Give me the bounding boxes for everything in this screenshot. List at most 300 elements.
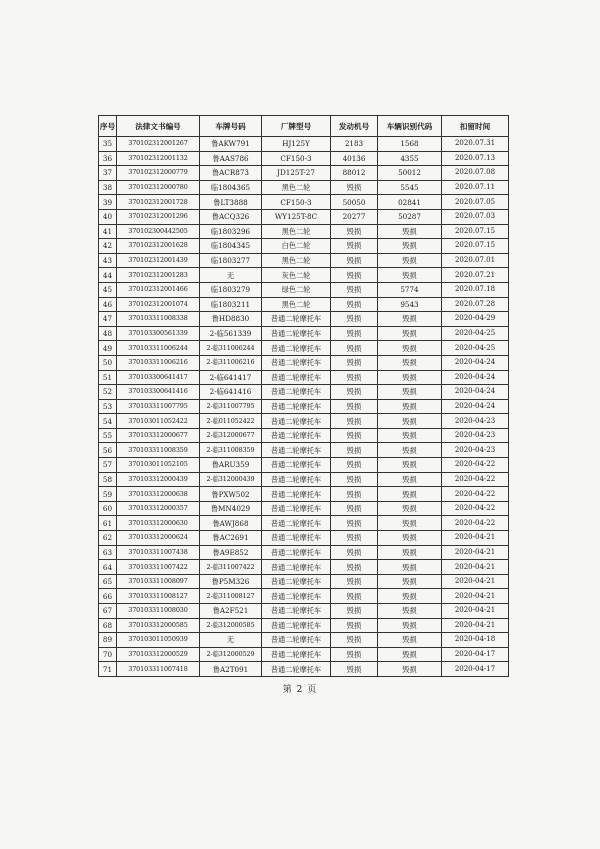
cell-engine-number: 毁损 xyxy=(331,472,378,487)
cell-model: 普通二轮摩托车 xyxy=(262,647,331,662)
cell-vin: 毁损 xyxy=(378,268,442,283)
cell-document-number: 370102312001628 xyxy=(117,239,200,254)
cell-vin: 毁损 xyxy=(378,531,442,546)
cell-plate-number: 鲁HD8830 xyxy=(200,312,262,327)
cell-detention-date: 2020-04-21 xyxy=(442,604,509,619)
cell-seq: 66 xyxy=(99,589,117,604)
cell-model: 普通二轮摩托车 xyxy=(262,458,331,473)
cell-engine-number: 毁损 xyxy=(331,385,378,400)
table-row xyxy=(99,560,509,575)
table-row xyxy=(99,662,509,677)
table-row xyxy=(99,224,509,239)
cell-document-number: 370102312001466 xyxy=(117,282,200,297)
cell-engine-number: 毁损 xyxy=(331,239,378,254)
cell-vin: 毁损 xyxy=(378,589,442,604)
table-row xyxy=(99,633,509,648)
cell-plate-number: 2-临641417 xyxy=(200,370,262,385)
cell-plate-number: 鲁PXW502 xyxy=(200,487,262,502)
cell-seq: 64 xyxy=(99,560,117,575)
cell-document-number: 370103311007795 xyxy=(117,399,200,414)
cell-detention-date: 2020-04-21 xyxy=(442,618,509,633)
table-row xyxy=(99,268,509,283)
cell-plate-number: 2-临311006244 xyxy=(200,341,262,356)
cell-seq: 42 xyxy=(99,239,117,254)
cell-seq: 63 xyxy=(99,545,117,560)
cell-engine-number: 40136 xyxy=(331,151,378,166)
cell-model: CF150-3 xyxy=(262,151,331,166)
cell-vin: 毁损 xyxy=(378,414,442,429)
cell-plate-number: 无 xyxy=(200,268,262,283)
cell-document-number: 370103300641417 xyxy=(117,370,200,385)
cell-engine-number: 20277 xyxy=(331,209,378,224)
cell-vin: 9543 xyxy=(378,297,442,312)
cell-document-number: 370102312000780 xyxy=(117,180,200,195)
cell-plate-number: 2-临011052422 xyxy=(200,414,262,429)
cell-vin: 毁损 xyxy=(378,618,442,633)
cell-plate-number: 鲁AWJ868 xyxy=(200,516,262,531)
table-row xyxy=(99,647,509,662)
cell-engine-number: 50050 xyxy=(331,195,378,210)
cell-engine-number: 毁损 xyxy=(331,501,378,516)
cell-model: 黑色二轮 xyxy=(262,180,331,195)
page-number: 第 2 页 xyxy=(282,685,318,695)
cell-model: 普通二轮摩托车 xyxy=(262,662,331,677)
cell-detention-date: 2020.07.13 xyxy=(442,151,509,166)
cell-model: 普通二轮摩托车 xyxy=(262,487,331,502)
cell-model: HJ125Y xyxy=(262,137,331,152)
cell-plate-number: 鲁AC2691 xyxy=(200,531,262,546)
cell-vin: 毁损 xyxy=(378,312,442,327)
cell-engine-number: 毁损 xyxy=(331,428,378,443)
cell-seq: 59 xyxy=(99,487,117,502)
cell-plate-number: 2-临311007795 xyxy=(200,399,262,414)
cell-engine-number: 毁损 xyxy=(331,647,378,662)
cell-document-number: 370103312000529 xyxy=(117,647,200,662)
cell-vin: 毁损 xyxy=(378,472,442,487)
cell-seq: 89 xyxy=(99,633,117,648)
table-row xyxy=(99,326,509,341)
cell-plate-number: 临1804345 xyxy=(200,239,262,254)
cell-plate-number: 鲁AAS786 xyxy=(200,151,262,166)
cell-detention-date: 2020.07.31 xyxy=(442,137,509,152)
cell-engine-number: 毁损 xyxy=(331,545,378,560)
cell-detention-date: 2020.07.21 xyxy=(442,268,509,283)
cell-model: 普通二轮摩托车 xyxy=(262,589,331,604)
cell-model: 普通二轮摩托车 xyxy=(262,428,331,443)
table-row xyxy=(99,589,509,604)
cell-detention-date: 2020-04-22 xyxy=(442,458,509,473)
cell-model: 普通二轮摩托车 xyxy=(262,560,331,575)
cell-plate-number: 鲁ACQ326 xyxy=(200,209,262,224)
table-row xyxy=(99,545,509,560)
table-row xyxy=(99,209,509,224)
cell-seq: 43 xyxy=(99,253,117,268)
cell-plate-number: 鲁ARU359 xyxy=(200,458,262,473)
table-row xyxy=(99,137,509,152)
cell-model: WY125T-8C xyxy=(262,209,331,224)
cell-detention-date: 2020-04-21 xyxy=(442,545,509,560)
cell-model: CF150-3 xyxy=(262,195,331,210)
cell-engine-number: 毁损 xyxy=(331,224,378,239)
table-row xyxy=(99,574,509,589)
cell-detention-date: 2020-04-24 xyxy=(442,370,509,385)
cell-detention-date: 2020-04-29 xyxy=(442,312,509,327)
cell-vin: 毁损 xyxy=(378,647,442,662)
cell-vin: 毁损 xyxy=(378,385,442,400)
cell-document-number: 370103311007438 xyxy=(117,545,200,560)
cell-document-number: 370103011052105 xyxy=(117,458,200,473)
cell-seq: 44 xyxy=(99,268,117,283)
cell-engine-number: 毁损 xyxy=(331,268,378,283)
cell-document-number: 370102312001728 xyxy=(117,195,200,210)
table-row xyxy=(99,253,509,268)
cell-vin: 毁损 xyxy=(378,428,442,443)
cell-engine-number: 毁损 xyxy=(331,341,378,356)
cell-plate-number: 鲁A2F521 xyxy=(200,604,262,619)
cell-plate-number: 2-临312000585 xyxy=(200,618,262,633)
cell-seq: 57 xyxy=(99,458,117,473)
column-header-detention-date: 扣留时间 xyxy=(442,116,509,137)
cell-detention-date: 2020.07.18 xyxy=(442,282,509,297)
cell-seq: 61 xyxy=(99,516,117,531)
column-header-seq: 序号 xyxy=(99,116,117,137)
cell-document-number: 370102312000779 xyxy=(117,166,200,181)
cell-model: 普通二轮摩托车 xyxy=(262,399,331,414)
cell-engine-number: 毁损 xyxy=(331,516,378,531)
cell-model: 白色二轮 xyxy=(262,239,331,254)
column-header-model: 厂牌型号 xyxy=(262,116,331,137)
cell-engine-number: 毁损 xyxy=(331,633,378,648)
cell-document-number: 370103311006216 xyxy=(117,355,200,370)
cell-document-number: 370102312001296 xyxy=(117,209,200,224)
cell-model: 普通二轮摩托车 xyxy=(262,312,331,327)
cell-model: 普通二轮摩托车 xyxy=(262,633,331,648)
cell-seq: 58 xyxy=(99,472,117,487)
cell-model: 普通二轮摩托车 xyxy=(262,472,331,487)
cell-document-number: 370102312001439 xyxy=(117,253,200,268)
cell-engine-number: 88012 xyxy=(331,166,378,181)
cell-seq: 50 xyxy=(99,355,117,370)
cell-vin: 毁损 xyxy=(378,604,442,619)
cell-vin: 毁损 xyxy=(378,239,442,254)
table-row xyxy=(99,385,509,400)
cell-model: 灰色二轮 xyxy=(262,268,331,283)
table-row xyxy=(99,501,509,516)
cell-engine-number: 毁损 xyxy=(331,414,378,429)
cell-vin: 50287 xyxy=(378,209,442,224)
cell-detention-date: 2020-04-22 xyxy=(442,487,509,502)
cell-engine-number: 毁损 xyxy=(331,326,378,341)
cell-vin: 4355 xyxy=(378,151,442,166)
cell-plate-number: 临1803296 xyxy=(200,224,262,239)
cell-seq: 67 xyxy=(99,604,117,619)
cell-document-number: 370103011050939 xyxy=(117,633,200,648)
column-header-document-number: 法律文书编号 xyxy=(117,116,200,137)
cell-document-number: 370102300442505 xyxy=(117,224,200,239)
cell-model: 普通二轮摩托车 xyxy=(262,516,331,531)
table-row xyxy=(99,458,509,473)
cell-vin: 1568 xyxy=(378,137,442,152)
cell-plate-number: 鲁LT3888 xyxy=(200,195,262,210)
cell-detention-date: 2020-04-22 xyxy=(442,501,509,516)
cell-seq: 54 xyxy=(99,414,117,429)
cell-document-number: 370103311008127 xyxy=(117,589,200,604)
cell-seq: 51 xyxy=(99,370,117,385)
cell-document-number: 370102312001267 xyxy=(117,137,200,152)
cell-plate-number: 临1803277 xyxy=(200,253,262,268)
table-row xyxy=(99,472,509,487)
cell-document-number: 370102312001132 xyxy=(117,151,200,166)
cell-vin: 毁损 xyxy=(378,458,442,473)
cell-seq: 48 xyxy=(99,326,117,341)
table-row xyxy=(99,531,509,546)
cell-engine-number: 毁损 xyxy=(331,662,378,677)
cell-plate-number: 临1803279 xyxy=(200,282,262,297)
cell-seq: 55 xyxy=(99,428,117,443)
cell-model: 普通二轮摩托车 xyxy=(262,501,331,516)
cell-plate-number: 鲁MN4029 xyxy=(200,501,262,516)
cell-engine-number: 2183 xyxy=(331,137,378,152)
table-row xyxy=(99,618,509,633)
cell-plate-number: 鲁A2T091 xyxy=(200,662,262,677)
cell-plate-number: 2-临561339 xyxy=(200,326,262,341)
table-row xyxy=(99,355,509,370)
cell-document-number: 370102312001074 xyxy=(117,297,200,312)
cell-engine-number: 毁损 xyxy=(331,618,378,633)
cell-plate-number: 2-临312000677 xyxy=(200,428,262,443)
cell-detention-date: 2020.07.15 xyxy=(442,224,509,239)
cell-model: 黑色二轮 xyxy=(262,224,331,239)
cell-detention-date: 2020-04-24 xyxy=(442,385,509,400)
vehicle-detention-table xyxy=(98,115,509,677)
cell-plate-number: 2-临311008127 xyxy=(200,589,262,604)
cell-seq: 56 xyxy=(99,443,117,458)
cell-detention-date: 2020-04-23 xyxy=(442,428,509,443)
cell-detention-date: 2020.07.11 xyxy=(442,180,509,195)
cell-vin: 毁损 xyxy=(378,545,442,560)
cell-seq: 68 xyxy=(99,618,117,633)
cell-engine-number: 毁损 xyxy=(331,589,378,604)
cell-seq: 38 xyxy=(99,180,117,195)
cell-detention-date: 2020-04-21 xyxy=(442,589,509,604)
cell-model: 普通二轮摩托车 xyxy=(262,385,331,400)
cell-seq: 37 xyxy=(99,166,117,181)
cell-document-number: 370103312000439 xyxy=(117,472,200,487)
cell-model: 普通二轮摩托车 xyxy=(262,355,331,370)
cell-plate-number: 2-临311008359 xyxy=(200,443,262,458)
cell-model: 黑色二轮 xyxy=(262,297,331,312)
cell-detention-date: 2020-04-18 xyxy=(442,633,509,648)
cell-detention-date: 2020-04-21 xyxy=(442,560,509,575)
cell-plate-number: 2-临641416 xyxy=(200,385,262,400)
table-row xyxy=(99,166,509,181)
cell-vin: 毁损 xyxy=(378,560,442,575)
cell-model: 普通二轮摩托车 xyxy=(262,326,331,341)
cell-document-number: 370103311008030 xyxy=(117,604,200,619)
table-row xyxy=(99,414,509,429)
cell-engine-number: 毁损 xyxy=(331,604,378,619)
cell-document-number: 370103312000585 xyxy=(117,618,200,633)
cell-vin: 毁损 xyxy=(378,443,442,458)
cell-document-number: 370103311008338 xyxy=(117,312,200,327)
cell-seq: 71 xyxy=(99,662,117,677)
cell-seq: 36 xyxy=(99,151,117,166)
cell-detention-date: 2020-04-17 xyxy=(442,662,509,677)
cell-document-number: 370103011052422 xyxy=(117,414,200,429)
cell-vin: 毁损 xyxy=(378,501,442,516)
cell-engine-number: 毁损 xyxy=(331,560,378,575)
table-row xyxy=(99,487,509,502)
cell-seq: 52 xyxy=(99,385,117,400)
cell-seq: 39 xyxy=(99,195,117,210)
cell-detention-date: 2020-04-24 xyxy=(442,355,509,370)
cell-vin: 毁损 xyxy=(378,516,442,531)
cell-plate-number: 鲁A9E852 xyxy=(200,545,262,560)
cell-vin: 毁损 xyxy=(378,662,442,677)
table-row xyxy=(99,443,509,458)
cell-model: 普通二轮摩托车 xyxy=(262,443,331,458)
cell-vin: 毁损 xyxy=(378,224,442,239)
table-row xyxy=(99,341,509,356)
cell-seq: 53 xyxy=(99,399,117,414)
cell-document-number: 370103311007422 xyxy=(117,560,200,575)
cell-plate-number: 无 xyxy=(200,633,262,648)
cell-plate-number: 鲁ACR873 xyxy=(200,166,262,181)
cell-seq: 45 xyxy=(99,282,117,297)
cell-engine-number: 毁损 xyxy=(331,253,378,268)
table-row xyxy=(99,195,509,210)
cell-detention-date: 2020-04-24 xyxy=(442,399,509,414)
cell-engine-number: 毁损 xyxy=(331,282,378,297)
table-row xyxy=(99,399,509,414)
cell-plate-number: 2-临311007422 xyxy=(200,560,262,575)
cell-seq: 46 xyxy=(99,297,117,312)
table-row xyxy=(99,516,509,531)
cell-detention-date: 2020.07.01 xyxy=(442,253,509,268)
cell-vin: 02841 xyxy=(378,195,442,210)
cell-vin: 毁损 xyxy=(378,341,442,356)
table-row xyxy=(99,282,509,297)
cell-detention-date: 2020-04-22 xyxy=(442,516,509,531)
table-row xyxy=(99,151,509,166)
cell-model: 普通二轮摩托车 xyxy=(262,574,331,589)
cell-detention-date: 2020.07.15 xyxy=(442,239,509,254)
cell-detention-date: 2020.07.05 xyxy=(442,195,509,210)
cell-seq: 40 xyxy=(99,209,117,224)
cell-plate-number: 鲁AKW791 xyxy=(200,137,262,152)
column-header-vin: 车辆识别代码 xyxy=(378,116,442,137)
table-body xyxy=(99,137,509,677)
cell-model: 普通二轮摩托车 xyxy=(262,618,331,633)
cell-detention-date: 2020-04-23 xyxy=(442,414,509,429)
cell-seq: 47 xyxy=(99,312,117,327)
cell-vin: 毁损 xyxy=(378,574,442,589)
cell-document-number: 370103311008097 xyxy=(117,574,200,589)
cell-model: 普通二轮摩托车 xyxy=(262,531,331,546)
cell-engine-number: 毁损 xyxy=(331,297,378,312)
cell-document-number: 370103300641416 xyxy=(117,385,200,400)
cell-engine-number: 毁损 xyxy=(331,531,378,546)
cell-engine-number: 毁损 xyxy=(331,370,378,385)
cell-document-number: 370102312001283 xyxy=(117,268,200,283)
cell-document-number: 370103312000638 xyxy=(117,487,200,502)
cell-plate-number: 2-临312000439 xyxy=(200,472,262,487)
cell-detention-date: 2020.07.08 xyxy=(442,166,509,181)
cell-detention-date: 2020.07.03 xyxy=(442,209,509,224)
cell-model: 黑色二轮 xyxy=(262,253,331,268)
cell-model: 普通二轮摩托车 xyxy=(262,370,331,385)
cell-document-number: 370103311008359 xyxy=(117,443,200,458)
cell-seq: 49 xyxy=(99,341,117,356)
cell-model: 普通二轮摩托车 xyxy=(262,341,331,356)
cell-document-number: 370103312000357 xyxy=(117,501,200,516)
cell-vin: 毁损 xyxy=(378,355,442,370)
cell-engine-number: 毁损 xyxy=(331,399,378,414)
table-row xyxy=(99,604,509,619)
cell-vin: 毁损 xyxy=(378,633,442,648)
column-header-engine-number: 发动机号 xyxy=(331,116,378,137)
cell-vin: 毁损 xyxy=(378,370,442,385)
cell-engine-number: 毁损 xyxy=(331,574,378,589)
cell-detention-date: 2020-04-21 xyxy=(442,531,509,546)
table-row xyxy=(99,428,509,443)
cell-vin: 毁损 xyxy=(378,487,442,502)
cell-seq: 41 xyxy=(99,224,117,239)
cell-detention-date: 2020-04-25 xyxy=(442,326,509,341)
cell-plate-number: 临1804365 xyxy=(200,180,262,195)
cell-document-number: 370103312000630 xyxy=(117,516,200,531)
cell-engine-number: 毁损 xyxy=(331,180,378,195)
cell-detention-date: 2020-04-17 xyxy=(442,647,509,662)
cell-vin: 5774 xyxy=(378,282,442,297)
cell-document-number: 370103300561339 xyxy=(117,326,200,341)
cell-seq: 65 xyxy=(99,574,117,589)
cell-document-number: 370103311007418 xyxy=(117,662,200,677)
cell-vin: 毁损 xyxy=(378,253,442,268)
cell-seq: 60 xyxy=(99,501,117,516)
cell-vin: 毁损 xyxy=(378,399,442,414)
cell-model: JD125T-27 xyxy=(262,166,331,181)
cell-model: 普通二轮摩托车 xyxy=(262,604,331,619)
cell-engine-number: 毁损 xyxy=(331,458,378,473)
cell-model: 绿色二轮 xyxy=(262,282,331,297)
table-row xyxy=(99,180,509,195)
cell-detention-date: 2020-04-23 xyxy=(442,443,509,458)
cell-model: 普通二轮摩托车 xyxy=(262,545,331,560)
table-row xyxy=(99,370,509,385)
table-row xyxy=(99,312,509,327)
cell-plate-number: 2-临311006216 xyxy=(200,355,262,370)
table-header-row xyxy=(99,116,509,137)
column-header-plate-number: 车牌号码 xyxy=(200,116,262,137)
cell-detention-date: 2020-04-22 xyxy=(442,472,509,487)
cell-plate-number: 鲁P5M326 xyxy=(200,574,262,589)
cell-engine-number: 毁损 xyxy=(331,312,378,327)
cell-document-number: 370103312000624 xyxy=(117,531,200,546)
cell-detention-date: 2020.07.28 xyxy=(442,297,509,312)
cell-plate-number: 临1803211 xyxy=(200,297,262,312)
cell-document-number: 370103312000677 xyxy=(117,428,200,443)
table-row xyxy=(99,297,509,312)
cell-engine-number: 毁损 xyxy=(331,443,378,458)
cell-engine-number: 毁损 xyxy=(331,487,378,502)
cell-engine-number: 毁损 xyxy=(331,355,378,370)
cell-document-number: 370103311006244 xyxy=(117,341,200,356)
cell-vin: 50012 xyxy=(378,166,442,181)
cell-vin: 5545 xyxy=(378,180,442,195)
cell-seq: 62 xyxy=(99,531,117,546)
table-row xyxy=(99,239,509,254)
